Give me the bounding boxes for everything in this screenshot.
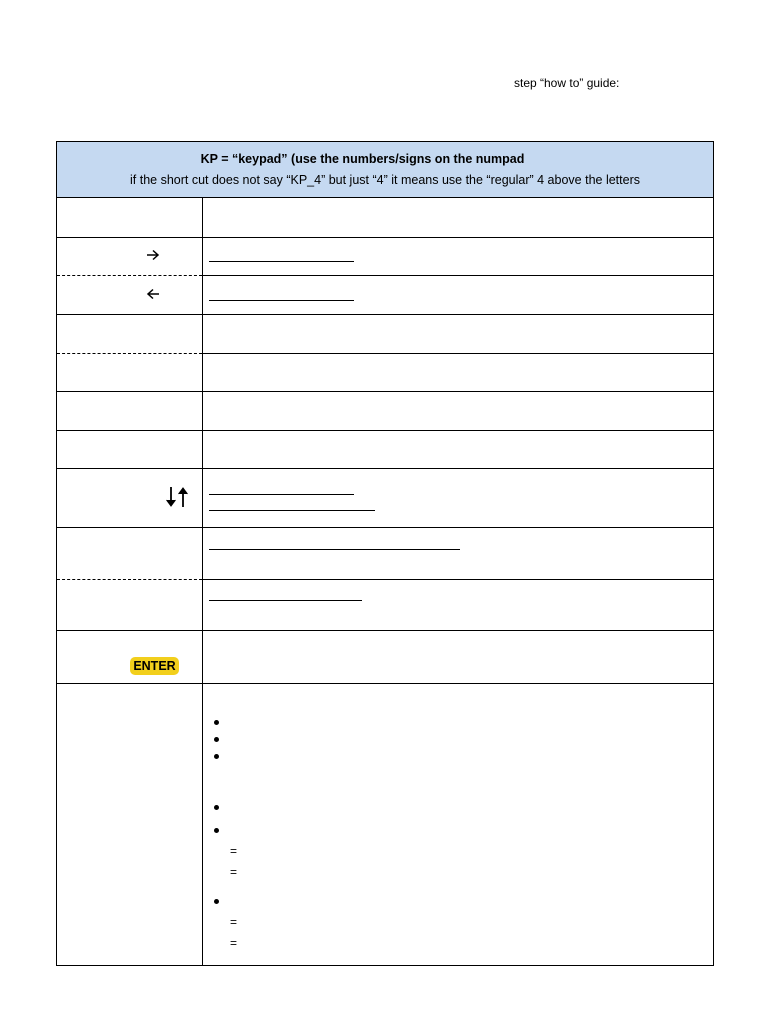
row-divider — [57, 391, 713, 392]
link-underline — [209, 300, 354, 301]
sub-bullet-marker: = — [230, 844, 238, 858]
table-banner — [57, 142, 713, 198]
list-bullet — [214, 754, 219, 759]
enter-key-badge: ENTER — [130, 657, 179, 675]
arrow-left-icon — [146, 288, 160, 300]
sub-bullet-marker: = — [230, 915, 238, 929]
row-divider — [57, 630, 713, 631]
link-underline — [209, 261, 354, 262]
banner-title: KP = “keypad” (use the numbers/signs on the numpad — [200, 152, 525, 166]
sub-bullet-marker: = — [230, 936, 238, 950]
row-divider — [203, 275, 713, 276]
guide-note: step “how to” guide: — [514, 76, 620, 90]
row-divider — [57, 314, 713, 315]
row-divider — [57, 237, 713, 238]
list-bullet — [214, 899, 219, 904]
row-divider — [57, 683, 713, 684]
row-divider — [57, 468, 713, 469]
row-divider-dashed — [57, 579, 202, 580]
arrow-right-icon — [146, 249, 160, 261]
link-underline — [209, 600, 362, 601]
link-underline — [209, 510, 375, 511]
row-divider — [57, 430, 713, 431]
list-bullet — [214, 805, 219, 810]
row-divider-dashed — [57, 275, 202, 276]
banner-subtitle: if the short cut does not say “KP_4” but just “4” it means use the “regular” 4 above the letters — [130, 173, 640, 187]
shortcut-table — [56, 141, 714, 966]
link-underline — [209, 494, 354, 495]
list-bullet — [214, 828, 219, 833]
row-divider — [203, 353, 713, 354]
sub-bullet-marker: = — [230, 865, 238, 879]
list-bullet — [214, 737, 219, 742]
arrows-down-up-icon — [164, 486, 190, 508]
row-divider — [57, 527, 713, 528]
row-divider — [203, 579, 713, 580]
link-underline — [209, 549, 460, 550]
list-bullet — [214, 720, 219, 725]
row-divider-dashed — [57, 353, 202, 354]
